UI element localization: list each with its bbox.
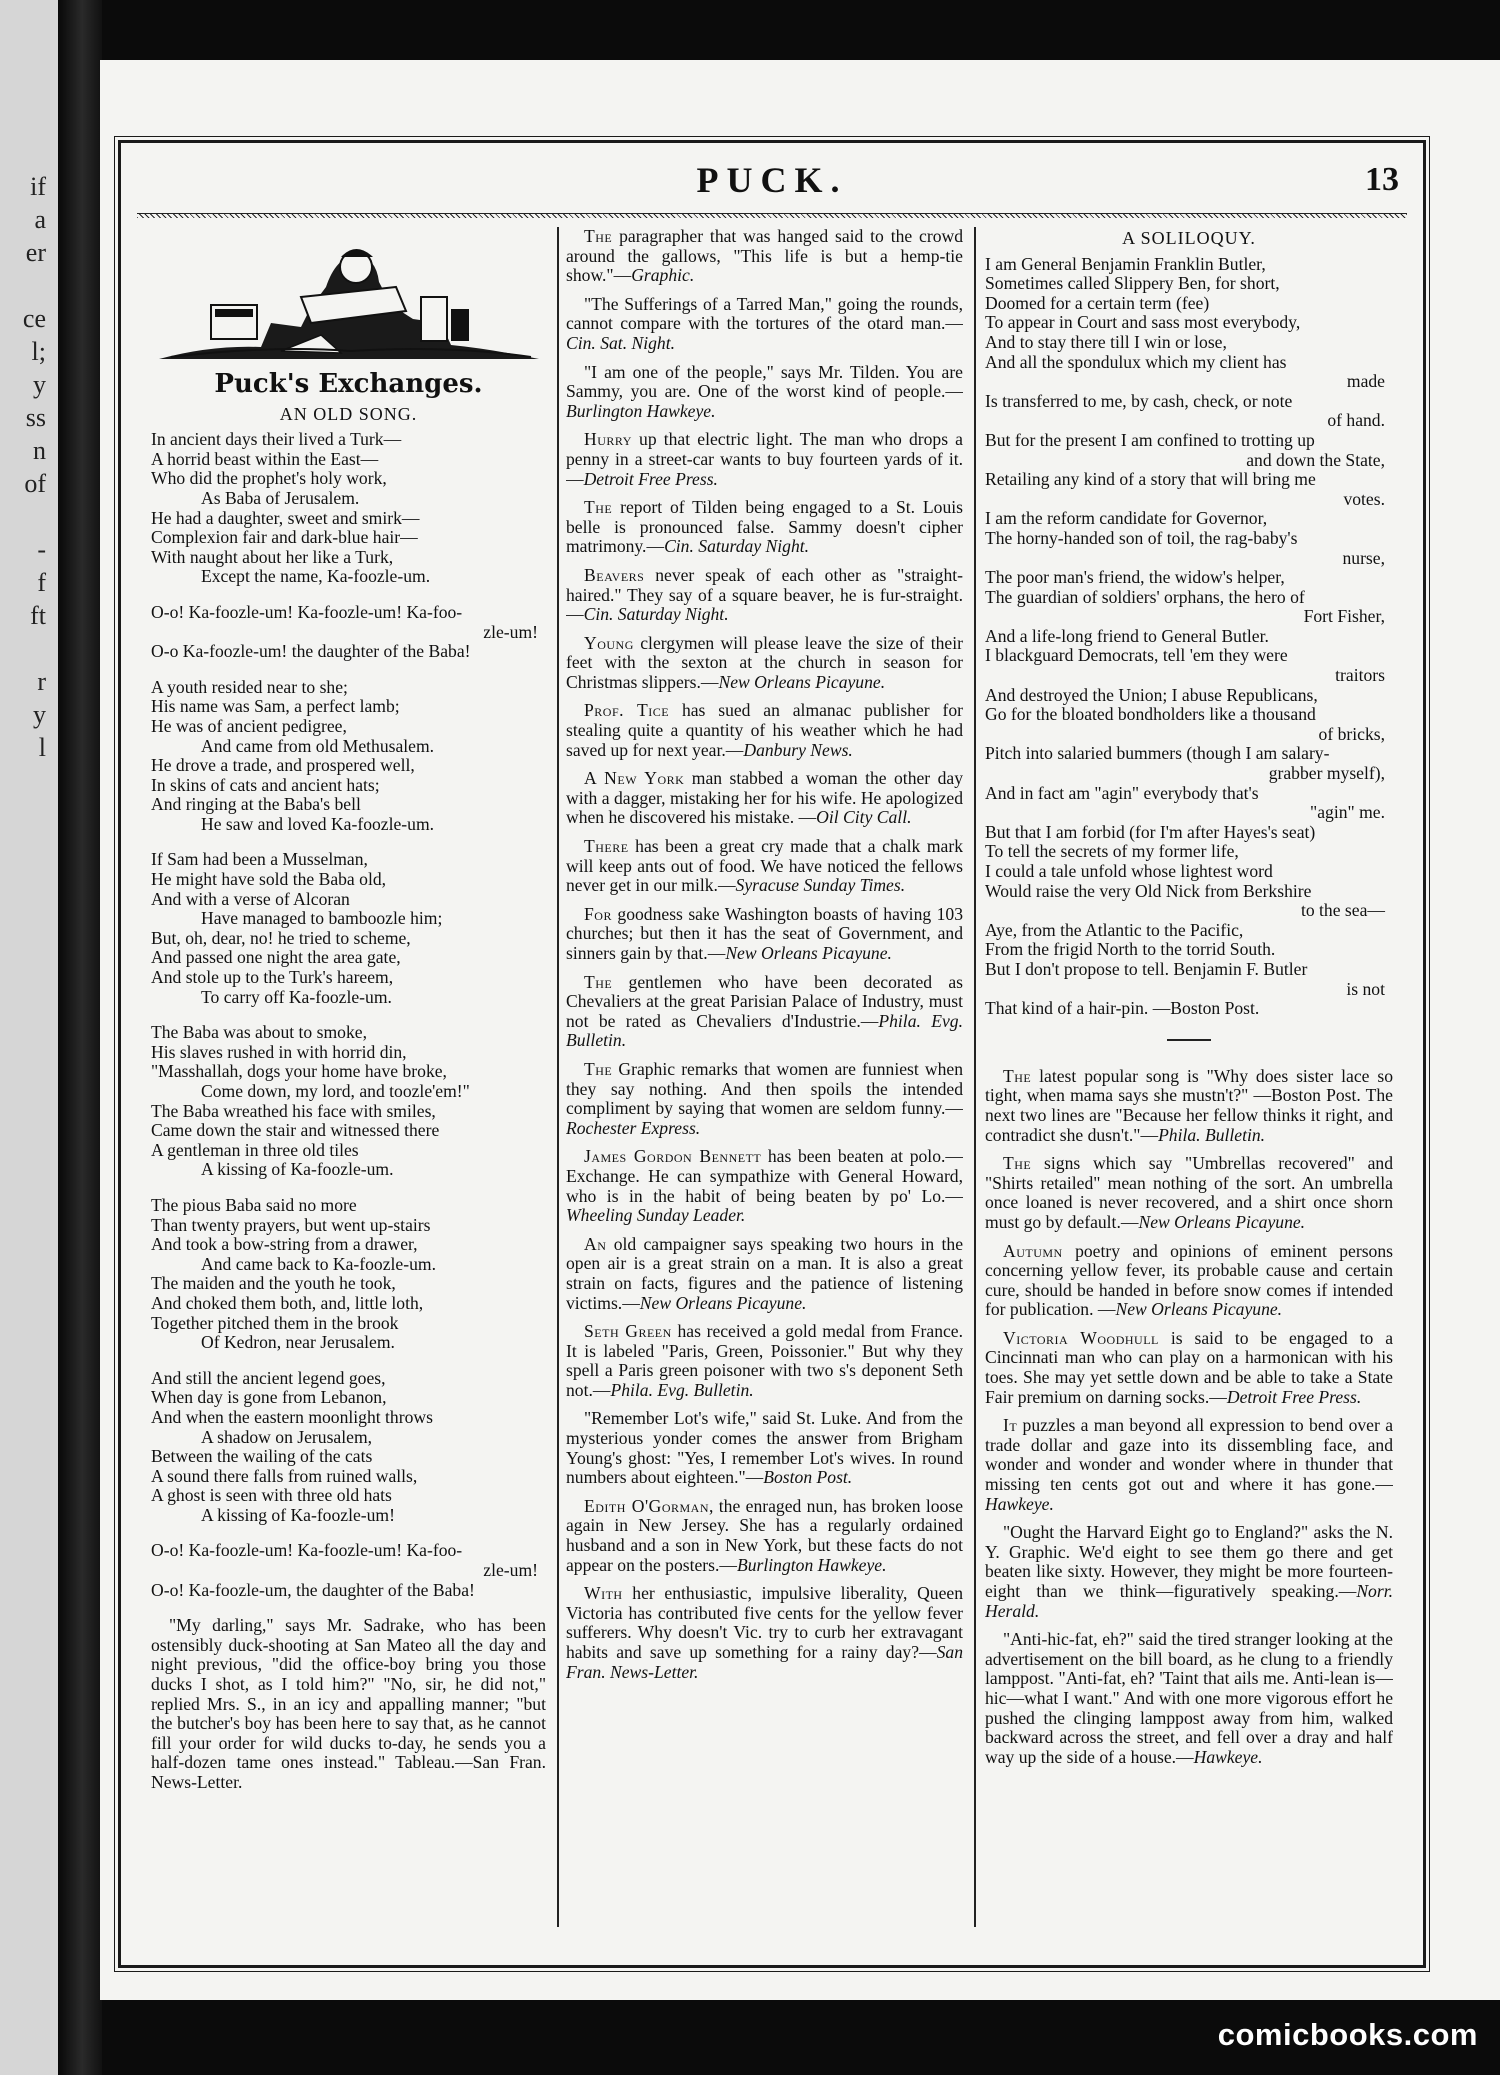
verse-line: That kind of a hair-pin. —Boston Post.: [985, 998, 1260, 1019]
paragraph-body: has received a gold medal from France. It is labeled "Paris, Green, Poissonier." But why they spell a Paris green poisoner with two s's deponent Seth not.—: [566, 1321, 963, 1400]
verse-line: The maiden and the youth he took,: [151, 1273, 396, 1294]
verse-line: And still the ancient legend goes,: [151, 1367, 386, 1388]
column-rule-1: [557, 227, 559, 1927]
column-2: [566, 227, 963, 1927]
paragraph-body: gentlemen who have been decorated as Chevaliers at the great Parisian Palace of Industry, must not be rated as Chevaliers d'Industrie.—: [566, 971, 963, 1031]
facing-edge-line: a: [34, 205, 46, 234]
verse-line: I am the reform candidate for Governor,: [985, 508, 1268, 529]
exchange-paragraph: [985, 1067, 1393, 1145]
paragraph-source: Boston Post.: [763, 1467, 853, 1488]
facing-edge-line: [6, 632, 46, 665]
paragraph-lead: It: [1003, 1415, 1018, 1436]
verse-line: "agin" me.: [1310, 802, 1385, 823]
paragraph-lead: The: [584, 1058, 613, 1079]
verse-line: His slaves rushed in with horrid din,: [151, 1041, 407, 1062]
verse-line: Aye, from the Atlantic to the Pacific,: [985, 919, 1244, 940]
facing-edge-line: l: [38, 733, 46, 762]
paragraph-body: Graphic remarks that women are funniest when they say nothing. And then spoils the intended compliment by saying that women are seldom funny.—: [566, 1058, 963, 1119]
paragraph-source: Oil City Call.: [816, 807, 912, 828]
paragraph-source: Phila. Evg. Bulletin.: [610, 1379, 754, 1400]
stanza: [151, 678, 546, 835]
verse-line: As Baba of Jerusalem.: [201, 487, 360, 508]
paragraph-source: Cin. Sat. Night.: [566, 332, 675, 353]
poem-a-soliloquy: [985, 255, 1393, 1019]
stanza: [151, 603, 546, 662]
verse-line: In ancient days their lived a Turk—: [151, 429, 402, 450]
verse-line: Fort Fisher,: [1303, 606, 1385, 627]
exchange-paragraph: [566, 634, 963, 693]
watermark: comicbooks.com: [1217, 2017, 1478, 2052]
paragraph-lead: With: [584, 1583, 623, 1604]
paragraph-source: Danbury News.: [743, 739, 853, 760]
verse-line: O-o! Ka-foozle-um! Ka-foozle-um! Ka-foo-: [151, 1540, 463, 1561]
paragraph-lead: The: [584, 227, 613, 246]
paragraph-source: New Orleans Picayune.: [725, 943, 892, 963]
exchange-paragraph: [566, 973, 963, 1051]
verse-line: The poor man's friend, the widow's helper,: [985, 567, 1285, 588]
verse-line: Go for the bloated bondholders like a thousand: [985, 704, 1316, 725]
exchange-paragraph: [566, 430, 963, 489]
exchange-paragraph: [985, 1630, 1393, 1767]
facing-edge-line: r: [37, 667, 46, 696]
paragraph-source: Phila. Bulletin.: [1158, 1124, 1266, 1145]
stanza: [151, 1196, 546, 1353]
paragraph-lead: James Gordon Bennett: [584, 1146, 762, 1167]
exchange-paragraph: [566, 566, 963, 625]
verse-line: of bricks,: [1318, 723, 1385, 744]
paragraph-source: Detroit Free Press.: [583, 468, 718, 489]
verse-line: And a life-long friend to General Butler.: [985, 625, 1269, 646]
stanza: [151, 430, 546, 587]
paragraph-body: "Ought the Harvard Eight go to England?" asks the N. Y. Graphic. We'd eight to see them go there and get beaten like sixty. However, they might be more fourteen-eight than we think—figuratively speaking.—: [985, 1522, 1393, 1601]
masthead: PUCK.: [696, 160, 848, 200]
facing-edge-line: l;: [31, 337, 46, 366]
paragraph-sadrake: "My darling," says Mr. Sadrake, who has been ostensibly duck-shooting at San Mateo all the day and night previous, "did the office-boy bring you those ducks I shot, as I told him?" "No, sir, he did not," replied Mrs. S., in an icy and appalling manner; "but the butcher's boy has been here to say that, as he cannot fill your order for wild ducks to-day, he sends you a half-dozen tame ones instead." Tableau.—San Fran. News-Letter.: [151, 1615, 546, 1792]
verse-line: O-o! Ka-foozle-um, the daughter of the Baba!: [151, 1579, 475, 1600]
verse-line: And when the eastern moonlight throws: [151, 1406, 433, 1427]
paragraph-body: paragrapher that was hanged said to the crowd around the gallows, "This life is but a hemp-tie show."—: [566, 227, 963, 286]
paragraph-body: has sued an almanac publisher for stealing quite a quantity of his weather which he had saved up for next year.—: [566, 700, 963, 760]
verse-line: And destroyed the Union; I abuse Republicans,: [985, 684, 1318, 705]
paragraph-body: signs which say "Umbrellas recovered" and "Shirts retailed" mean nothing of the sort. An umbrella once loaned is never recovered, and a shirt once shorn must go by default.—: [985, 1153, 1393, 1232]
verse-line: A gentleman in three old tiles: [151, 1139, 359, 1160]
paragraph-body: "The Sufferings of a Tarred Man," going the rounds, cannot compare with the tortures of the otard man.—: [566, 293, 963, 334]
exchange-paragraph: [566, 1060, 963, 1138]
paragraph-lead: Hurry: [584, 429, 632, 450]
verse-line: Pitch into salaried bummers (though I am salary-: [985, 743, 1330, 764]
exchange-paragraph: [566, 1147, 963, 1225]
verse-line: The Baba was about to smoke,: [151, 1022, 367, 1043]
verse-line: And stole up to the Turk's hareem,: [151, 967, 394, 988]
verse-line: Between the wailing of the cats: [151, 1446, 373, 1467]
paragraph-source: Graphic.: [631, 265, 695, 286]
verse-line: O-o! Ka-foozle-um! Ka-foozle-um! Ka-foo-: [151, 601, 463, 622]
verse-line: And to stay there till I win or lose,: [985, 331, 1227, 352]
paragraph-lead: The: [1003, 1153, 1032, 1174]
page-frame: [118, 140, 1426, 1968]
exchange-paragraph: [566, 295, 963, 354]
paragraph-body: report of Tilden being engaged to a St. Louis belle is pronounced false. Sammy doesn't cipher matrimony.—: [566, 497, 963, 557]
paragraph-lead: The: [584, 971, 613, 992]
verse-line: A shadow on Jerusalem,: [201, 1426, 373, 1447]
paragraph-body: never speak of each other as "straight-haired." They say of a square beaver, he is fur-straight.—: [566, 564, 963, 625]
paragraph-source: Cin. Saturday Night.: [583, 604, 729, 625]
exchange-paragraph: [566, 905, 963, 964]
exchange-paragraph: [566, 363, 963, 422]
exchange-paragraph: [566, 1409, 963, 1487]
verse-line: If Sam had been a Musselman,: [151, 849, 368, 870]
paragraph-lead: The: [584, 497, 613, 518]
facing-edge-line: -: [37, 535, 46, 564]
verse-line: And came from old Methusalem.: [201, 735, 435, 756]
verse-line: He was of ancient pedigree,: [151, 715, 347, 736]
verse-line: The pious Baba said no more: [151, 1194, 357, 1215]
header-rule: [137, 213, 1407, 218]
verse-line: He had a daughter, sweet and smirk—: [151, 507, 420, 528]
exchange-paragraph: [985, 1416, 1393, 1514]
verse-line: Came down the stair and witnessed there: [151, 1120, 440, 1141]
poem-title: AN OLD SONG.: [279, 403, 418, 424]
paragraph-lead: Beavers: [584, 564, 645, 585]
paragraph-source: New Orleans Picayune.: [639, 1292, 807, 1313]
verse-line: The horny-handed son of toil, the rag-baby's: [985, 527, 1298, 548]
paragraph-source: Hawkeye.: [1193, 1746, 1263, 1767]
verse-line: Together pitched them in the brook: [151, 1312, 399, 1333]
verse-line: I could a tale unfold whose lightest word: [985, 861, 1273, 881]
paragraph-lead: An: [584, 1233, 607, 1254]
verse-line: But for the present I am confined to trotting up: [985, 429, 1315, 450]
verse-line: When day is gone from Lebanon,: [151, 1387, 387, 1408]
exchange-paragraph: [566, 769, 963, 828]
verse-line: With naught about her like a Turk,: [151, 546, 394, 567]
column-rule-2: [974, 227, 976, 1927]
verse-line: But, oh, dear, no! he tried to scheme,: [151, 927, 411, 948]
verse-line: I blackguard Democrats, tell 'em they were: [985, 645, 1288, 666]
facing-edge-line: ft: [30, 601, 46, 630]
paragraph-source: Syracuse Sunday Times.: [735, 875, 906, 896]
page-number: 13: [1365, 161, 1399, 198]
paragraph-source: Burlington Hawkeye.: [737, 1554, 887, 1575]
verse-line: And passed one night the area gate,: [151, 947, 401, 968]
paragraph-source: Hawkeye.: [985, 1493, 1054, 1514]
verse-line: To tell the secrets of my former life,: [985, 841, 1239, 862]
verse-line: And in fact am "agin" everybody that's: [985, 782, 1259, 803]
poem-title-soliloquy: A SOLILOQUY.: [1122, 228, 1256, 248]
section-divider: [1167, 1039, 1211, 1041]
verse-line: zle-um!: [483, 1560, 538, 1581]
paragraph-source: New Orleans Picayune.: [718, 671, 886, 692]
verse-line: Have managed to bamboozle him;: [201, 908, 443, 929]
column-1: [151, 227, 546, 1927]
verse-line: He saw and loved Ka-foozle-um.: [201, 813, 435, 834]
stanza: [151, 1541, 546, 1600]
facing-edge-line: if: [30, 172, 46, 201]
verse-line: He might have sold the Baba old,: [151, 869, 387, 890]
facing-edge-line: [6, 500, 46, 533]
paragraph-lead: Seth Green: [584, 1321, 672, 1342]
paragraph-source: New Orleans Picayune.: [1138, 1211, 1306, 1232]
exchange-paragraph: [566, 837, 963, 896]
verse-line: Of Kedron, near Jerusalem.: [201, 1332, 395, 1353]
paragraph-lead: Autumn: [1003, 1240, 1063, 1261]
book-spine: [58, 0, 102, 2075]
verse-line: And all the spondulux which my client has: [985, 351, 1287, 372]
section-title: Puck's Exchanges.: [214, 369, 483, 399]
exchange-paragraph: [566, 498, 963, 557]
verse-line: traitors: [1335, 665, 1385, 686]
verse-line: votes.: [1343, 488, 1385, 509]
poem-an-old-song: [151, 430, 546, 1600]
paragraph-body: "Anti-hic-fat, eh?" said the tired stranger looking at the advertisement on the bill board, as he clung to a friendly lamppost. "Anti-fat, eh? 'Taint that ails me. Anti-lean is—hic—what I want." And with one more vigorous effort he pushed the clinging lamppost away from him, walked backward across the street, and fell over a dray and half way up the side of a house.—: [985, 1629, 1393, 1767]
exchange-paragraph: [985, 1329, 1393, 1407]
exchange-paragraph: [566, 1235, 963, 1313]
facing-edge-line: ss: [25, 403, 46, 432]
facing-edge-line: f: [37, 568, 46, 597]
paragraph-body: is said to be engaged to a Cincinnati man who can play on a harmonican with his toes. She may yet settle down and be able to take a State Fair premium on darning socks.—: [985, 1327, 1393, 1407]
verse-line: I am General Benjamin Franklin Butler,: [985, 253, 1266, 274]
exchange-paragraph: [566, 1584, 963, 1682]
paragraph-body: has been a great cry made that a chalk mark will keep ants out of food. We have noticed the fellows never get in our milk.—: [566, 836, 963, 896]
verse-line: A kissing of Ka-foozle-um.: [201, 1159, 394, 1180]
verse-line: grabber myself),: [1268, 763, 1385, 784]
verse-line: Complexion fair and dark-blue hair—: [151, 527, 418, 548]
paragraph-source: Phila. Evg. Bulletin.: [566, 1010, 963, 1051]
paragraph-body: puzzles a man beyond all expression to bend over a trade dollar and gaze into its dissembling face, and wonder and wonder and wonder where in thunder that missing ten cents got out and where it has gone.—: [985, 1415, 1393, 1495]
verse-line: nurse,: [1342, 547, 1385, 568]
exchange-paragraph: [566, 227, 963, 286]
paragraph-lead: Victoria Woodhull: [1003, 1327, 1159, 1348]
verse-line: And ringing at the Baba's bell: [151, 794, 361, 815]
paragraph-body: old campaigner says speaking two hours in the open air is a great strain on a man. It is also a great strain on facts, figures and the patience of listening victims.—: [566, 1233, 963, 1313]
verse-line: Would raise the very Old Nick from Berkshire: [985, 880, 1312, 901]
paragraph-source: Rochester Express.: [566, 1117, 701, 1138]
verse-line: He drove a trade, and prospered well,: [151, 755, 415, 776]
facing-edge-line: of: [24, 469, 46, 498]
paragraph-body: has been beaten at polo.—Exchange. He can sympathize with General Howard, who is in the habit of being beaten by po' Lo.—: [566, 1146, 963, 1206]
verse-line: To carry off Ka-foozle-um.: [201, 986, 392, 1007]
paragraph-lead: Edith O'Gorman: [584, 1495, 710, 1516]
facing-page-text: [6, 170, 46, 764]
verse-line: O-o Ka-foozle-um! the daughter of the Baba!: [151, 641, 471, 662]
paragraph-source: San Fran. News-Letter.: [566, 1642, 963, 1682]
verse-line: Except the name, Ka-foozle-um.: [201, 566, 431, 587]
verse-line: And came back to Ka-foozle-um.: [201, 1253, 436, 1274]
verse-line: A kissing of Ka-foozle-um!: [201, 1504, 395, 1525]
facing-page-edge: [0, 0, 58, 2075]
facing-edge-line: ce: [22, 304, 46, 333]
paragraph-source: New Orleans Picayune.: [1115, 1299, 1283, 1320]
verse-line: A sound there falls from ruined walls,: [151, 1465, 418, 1486]
facing-edge-line: [6, 269, 46, 302]
verse-line: Is transferred to me, by cash, check, or note: [985, 390, 1293, 411]
verse-line: Come down, my lord, and toozle'em!": [201, 1081, 470, 1101]
paragraph-lead: A New York: [584, 768, 685, 789]
exchange-paragraph: [985, 1523, 1393, 1621]
paragraph-source: Norr. Herald.: [985, 1581, 1393, 1621]
verse-line: Than twenty prayers, but went up-stairs: [151, 1214, 431, 1235]
exchange-paragraph: [566, 701, 963, 760]
magazine-page: [100, 60, 1500, 2000]
verse-line: In skins of cats and ancient hats;: [151, 774, 380, 795]
paragraph-source: Wheeling Sunday Leader.: [566, 1205, 746, 1226]
verse-line: of hand.: [1327, 410, 1385, 431]
paragraph-lead: There: [584, 836, 629, 857]
paragraph-source: Burlington Hawkeye.: [566, 400, 716, 421]
verse-line: The guardian of soldiers' orphans, the hero of: [985, 586, 1305, 607]
verse-line: And choked them both, and, little loth,: [151, 1292, 424, 1313]
verse-line: is not: [1346, 978, 1385, 999]
verse-line: And with a verse of Alcoran: [151, 888, 350, 909]
exchanges-vignette-illustration: [151, 227, 546, 367]
verse-line: The Baba wreathed his face with smiles,: [151, 1100, 436, 1121]
verse-line: But I don't propose to tell. Benjamin F. Butler: [985, 958, 1308, 979]
facing-edge-line: y: [33, 700, 46, 729]
stanza: [151, 1023, 546, 1180]
verse-line: A ghost is seen with three old hats: [151, 1485, 392, 1506]
facing-edge-line: n: [33, 436, 46, 465]
verse-line: To appear in Court and sass most everybody,: [985, 312, 1301, 333]
verse-line: to the sea—: [1300, 900, 1385, 921]
paragraph-body: her enthusiastic, impulsive liberality, Queen Victoria has contributed five cents for the yellow fever sufferers. Why doesn't Vic. try to curb her extravagant habits and save up something for a rainy day?—: [566, 1583, 963, 1662]
verse-line: From the frigid North to the torrid South.: [985, 939, 1276, 960]
verse-line: His name was Sam, a perfect lamb;: [151, 696, 400, 717]
paragraph-lead: Young: [584, 632, 634, 653]
verse-line: "Masshallah, dogs your home have broke,: [151, 1061, 447, 1082]
column-3-items: [985, 1067, 1393, 1768]
verse-line: A horrid beast within the East—: [151, 448, 379, 469]
facing-edge-line: er: [25, 238, 46, 267]
verse-line: made: [1346, 371, 1385, 392]
paragraph-lead: Prof. Tice: [584, 700, 670, 721]
verse-line: Retailing any kind of a story that will bring me: [985, 469, 1316, 490]
verse-line: Sometimes called Slippery Ben, for short,: [985, 273, 1280, 294]
exchange-paragraph: [985, 1242, 1393, 1320]
verse-line: A youth resided near to she;: [151, 676, 348, 697]
paragraph-body: poetry and opinions of eminent persons concerning yellow fever, its probable cause and certain cure, should be handed in before snow comes if intended for publication. —: [985, 1240, 1393, 1320]
paragraph-body: man stabbed a woman the other day with a dagger, mistaking her for his wife. He apologized when he discovered his mistake. —: [566, 768, 963, 828]
paragraph-lead: For: [584, 903, 612, 924]
stanza: [151, 1369, 546, 1526]
paragraph-body: "Remember Lot's wife," said St. Luke. And from the mysterious yonder comes the answer from Brigham Young's ghost: "Yes, I remember Lot's wives. In round numbers about eighteen."—: [566, 1408, 963, 1488]
paragraph-body: latest popular song is "Why does sister lace so tight, when mama says she mustn't?" —Boston Post. The next two lines are "Because her fellow thinks it right, and contradict she dusn't."—: [985, 1065, 1393, 1145]
paragraph-body: up that electric light. The man who drops a penny in a street-car wants to buy fourteen yards of it.—: [566, 429, 963, 489]
verse-line: Who did the prophet's holy work,: [151, 468, 387, 489]
paragraph-body: goodness sake Washington boasts of having 103 churches; but then it has the seat of Government, and sinners gain by that.—: [566, 903, 963, 963]
verse-line: zle-um!: [483, 621, 538, 642]
paragraph-body: clergymen will please leave the size of their feet with the sexton at the church in season for Christmas slippers.—: [566, 632, 963, 692]
paragraph-source: Detroit Free Press.: [1226, 1386, 1362, 1407]
exchange-paragraph: [566, 1322, 963, 1400]
paragraph-body: , the enraged nun, has broken loose again in New Jersey. She has a regularly ordained husband and a son in New York, but these facts do not appear on the posters.—: [566, 1495, 963, 1575]
verse-line: and down the State,: [1246, 449, 1385, 470]
verse-line: Doomed for a certain term (fee): [985, 292, 1210, 313]
paragraph-source: Cin. Saturday Night.: [664, 536, 810, 557]
facing-edge-line: y: [33, 370, 46, 399]
verse-line: But that I am forbid (for I'm after Hayes's seat): [985, 821, 1316, 842]
exchange-paragraph: [566, 1497, 963, 1575]
verse-line: And took a bow-string from a drawer,: [151, 1234, 418, 1255]
column-3: [985, 227, 1393, 1927]
exchange-paragraph: [985, 1154, 1393, 1232]
stanza: [151, 850, 546, 1007]
paragraph-body: "I am one of the people," says Mr. Tilden. You are Sammy, you are. One of the worst kind of people.—: [566, 361, 963, 402]
paragraph-lead: The: [1003, 1065, 1032, 1086]
